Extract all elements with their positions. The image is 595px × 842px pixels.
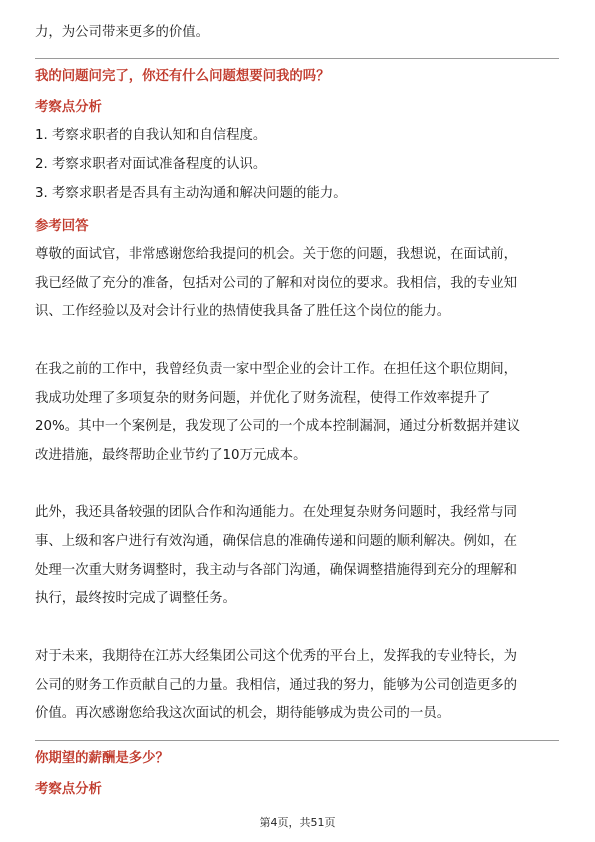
analysis-point: 3. 考察求职者是否具有主动沟通和解决问题的能力。 bbox=[35, 186, 347, 201]
answer-line: 改进措施，最终帮助企业节约了10万元成本。 bbox=[35, 448, 307, 463]
analysis-heading: 考察点分析 bbox=[35, 782, 102, 797]
answer-line: 处理一次重大财务调整时，我主动与各部门沟通，确保调整措施得到充分的理解和 bbox=[35, 563, 518, 578]
analysis-point: 1. 考察求职者的自我认知和自信程度。 bbox=[35, 128, 267, 143]
answer-line: 我已经做了充分的准备，包括对公司的了解和对岗位的要求。我相信，我的专业知 bbox=[35, 276, 518, 291]
answer-line: 公司的财务工作贡献自己的力量。我相信，通过我的努力，能够为公司创造更多的 bbox=[35, 678, 518, 693]
analysis-heading: 考察点分析 bbox=[35, 100, 102, 115]
section-divider bbox=[35, 58, 559, 59]
question-heading: 我的问题问完了，你还有什么问题想要问我的吗？ bbox=[35, 69, 330, 84]
section-divider bbox=[35, 740, 559, 741]
question-heading: 你期望的薪酬是多少？ bbox=[35, 751, 169, 766]
analysis-point: 2. 考察求职者对面试准备程度的认识。 bbox=[35, 157, 267, 172]
answer-heading: 参考回答 bbox=[35, 219, 89, 234]
page-number: 第4页，共51页 bbox=[259, 816, 336, 829]
answer-line: 我成功处理了多项复杂的财务问题，并优化了财务流程，使得工作效率提升了 bbox=[35, 391, 491, 406]
answer-line: 识、工作经验以及对会计行业的热情使我具备了胜任这个岗位的能力。 bbox=[35, 304, 451, 319]
answer-line: 对于未来，我期待在江苏大经集团公司这个优秀的平台上，发挥我的专业特长，为 bbox=[35, 649, 518, 664]
answer-line: 在我之前的工作中，我曾经负责一家中型企业的会计工作。在担任这个职位期间， bbox=[35, 362, 518, 377]
answer-line: 此外，我还具备较强的团队合作和沟通能力。在处理复杂财务问题时，我经常与同 bbox=[35, 505, 518, 520]
answer-line: 尊敬的面试官，非常感谢您给我提问的机会。关于您的问题，我想说，在面试前， bbox=[35, 247, 518, 262]
continuation-text: 力，为公司带来更多的价值。 bbox=[35, 25, 210, 40]
answer-line: 价值。再次感谢您给我这次面试的机会，期待能够成为贵公司的一员。 bbox=[35, 706, 451, 721]
answer-line: 20%。其中一个案例是，我发现了公司的一个成本控制漏洞，通过分析数据并建议 bbox=[35, 419, 521, 434]
answer-line: 执行，最终按时完成了调整任务。 bbox=[35, 591, 236, 606]
answer-line: 事、上级和客户进行有效沟通，确保信息的准确传递和问题的顺利解决。例如，在 bbox=[35, 534, 518, 549]
